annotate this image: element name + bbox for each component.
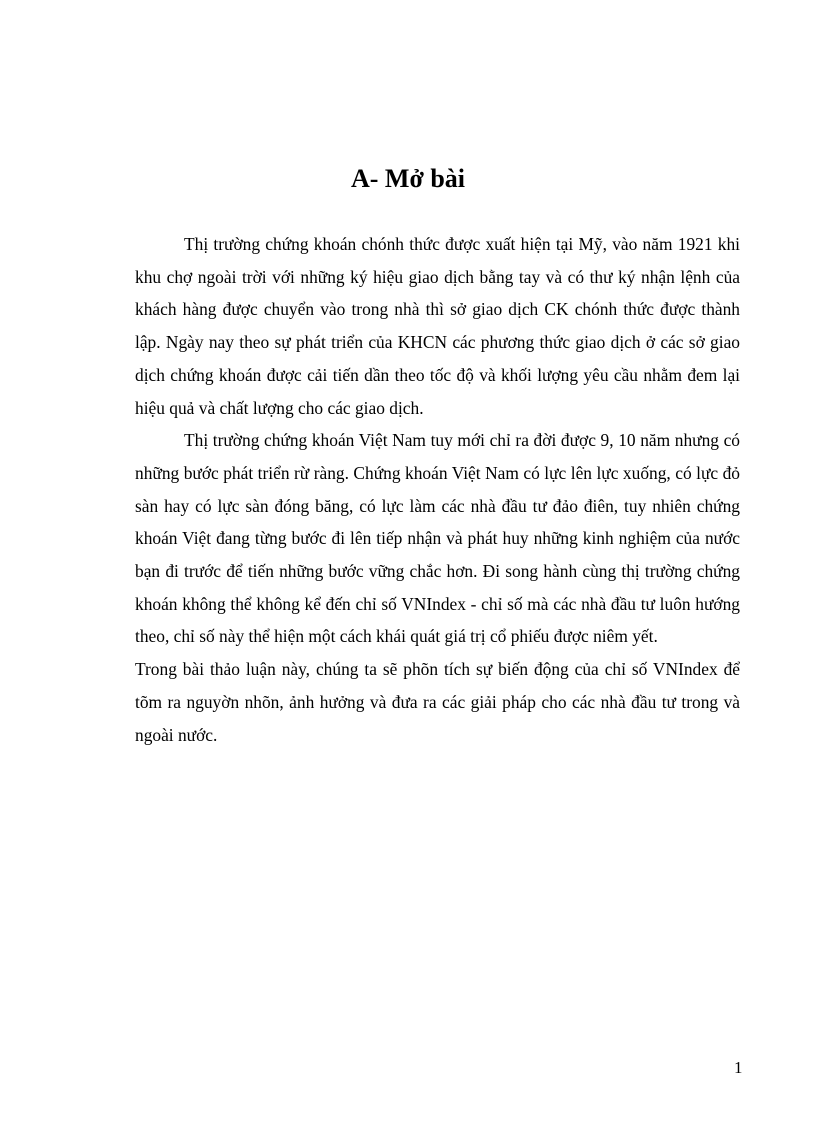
page-title: A- Mở bài xyxy=(350,164,466,193)
page-number: 1 xyxy=(734,1058,743,1077)
paragraph-2: Thị trường chứng khoán Việt Nam tuy mới chỉ ra đời được 9, 10 năm nhưng có những bước phát triển rừ ràng. Chứng khoán Việt Nam có lực lên lực xuống, có lực đỏ sàn hay có lực sàn đóng băng, có lực làm các nhà đầu tư đảo điên, tuy nhiên chứng khoán Việt đang từng bước đi lên tiếp nhận và phát huy những kinh nghiệm của nước bạn đi trước để tiến những bước vững chắc hơn. Đi song hành cùng thị trường chứng khoán không thể không kể đến chỉ số VNIndex - chỉ số mà các nhà đầu tư luôn hướng theo, chỉ số này thể hiện một cách khái quát giá trị cổ phiếu được niêm yết. xyxy=(135,430,740,647)
paragraph-1: Thị trường chứng khoán chónh thức được xuất hiện tại Mỹ, vào năm 1921 khi khu chợ ngoài trời với những ký hiệu giao dịch bằng tay và có thư ký nhận lệnh của khách hàng được chuyển vào trong nhà thì sở giao dịch CK chónh thức được thành lập. Ngày nay theo sự phát triển của KHCN các phương thức giao dịch ở các sở giao dịch chứng khoán được cải tiến dần theo tốc độ và khối lượng yêu cầu nhằm đem lại hiệu quả và chất lượng cho các giao dịch. xyxy=(135,234,740,418)
body-text xyxy=(135,228,740,751)
paragraph-3: Trong bài thảo luận này, chúng ta sẽ phõn tích sự biến động của chỉ số VNIndex để tõm ra nguyờn nhõn, ảnh hưởng và đưa ra các giải pháp cho các nhà đầu tư trong và ngoài nước. xyxy=(135,659,740,745)
